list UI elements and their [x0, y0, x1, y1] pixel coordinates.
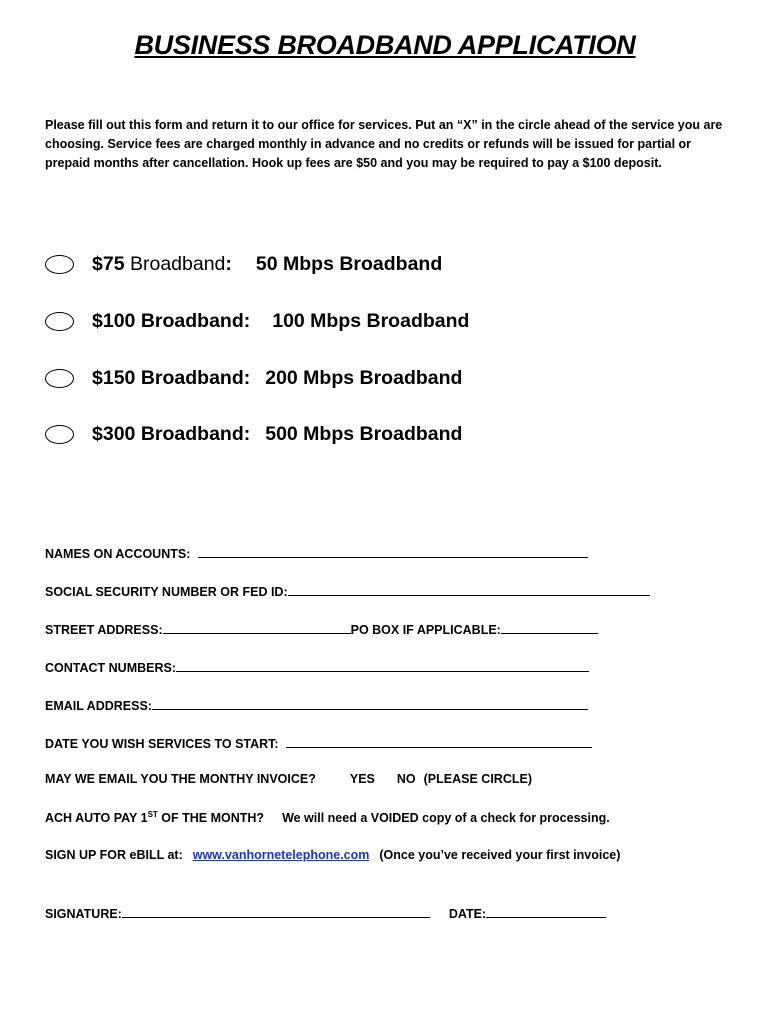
option-speed: 50 Mbps Broadband [255, 252, 443, 275]
pobox-label: PO BOX IF APPLICABLE: [350, 623, 501, 637]
option-word: Broadband [140, 309, 244, 332]
signature-label: SIGNATURE: [45, 907, 122, 921]
option-word: Broadband [140, 422, 244, 445]
street-field-row [45, 621, 598, 637]
pobox-input-line[interactable] [501, 621, 598, 634]
option-300 [45, 419, 462, 449]
start-date-input-line[interactable] [286, 735, 592, 748]
names-field-row [45, 545, 588, 561]
option-price: $300 [92, 422, 136, 445]
ebill-link[interactable]: www.vanhornetelephone.com [192, 848, 370, 862]
option-word: Broadband [140, 366, 244, 389]
option-price: $75 [92, 252, 125, 275]
option-colon: : [243, 366, 251, 389]
option-colon: : [243, 422, 251, 445]
ssn-input-line[interactable] [288, 583, 650, 596]
contact-label: CONTACT NUMBERS: [45, 661, 177, 675]
option-price: $150 [92, 366, 136, 389]
invoice-question: MAY WE EMAIL YOU THE MONTHY INVOICE? [45, 772, 316, 786]
email-field-row [45, 697, 588, 713]
signature-row [45, 905, 606, 921]
signature-input-line[interactable] [122, 905, 430, 918]
yes-option[interactable]: YES [349, 772, 375, 786]
option-150-radio[interactable] [45, 369, 74, 388]
ssn-field-row [45, 583, 650, 599]
ebill-row [45, 848, 620, 862]
names-label: NAMES ON ACCOUNTS: [45, 547, 191, 561]
email-label: EMAIL ADDRESS: [45, 699, 152, 713]
ebill-note: (Once you’ve received your first invoice) [379, 848, 621, 862]
option-75-radio[interactable] [45, 255, 74, 274]
start-date-label: DATE YOU WISH SERVICES TO START: [45, 737, 279, 751]
ach-note: We will need a VOIDED copy of a check for processing. [282, 811, 610, 826]
date-label: DATE: [448, 907, 487, 921]
option-colon: : [225, 252, 232, 275]
ach-row [45, 810, 610, 825]
start-date-field-row [45, 735, 592, 751]
ebill-label: SIGN UP FOR eBILL at: [45, 848, 183, 862]
street-label: STREET ADDRESS: [45, 623, 163, 637]
option-300-radio[interactable] [45, 425, 74, 444]
contact-input-line[interactable] [176, 659, 589, 672]
contact-field-row [45, 659, 589, 675]
no-option[interactable]: NO [396, 772, 416, 786]
option-75 [45, 249, 442, 279]
option-word: Broadband [129, 252, 226, 275]
street-input-line[interactable] [163, 621, 351, 634]
option-price: $100 [92, 309, 136, 332]
option-speed: 500 Mbps Broadband [265, 422, 463, 445]
option-colon: : [243, 309, 251, 332]
ach-label: ACH AUTO PAY 1ST OF THE MONTH? [45, 810, 265, 826]
invoice-question-row [45, 772, 532, 786]
names-input-line[interactable] [198, 545, 588, 558]
ssn-label: SOCIAL SECURITY NUMBER OR FED ID: [45, 585, 288, 599]
option-100 [45, 306, 469, 336]
option-100-radio[interactable] [45, 312, 74, 331]
option-speed: 200 Mbps Broadband [265, 366, 463, 389]
option-150 [45, 363, 462, 393]
date-input-line[interactable] [486, 905, 606, 918]
please-circle-note: (PLEASE CIRCLE) [423, 772, 532, 786]
intro-paragraph: Please fill out this form and return it to our office for services. Put an “X” in the circle ahead of the service you are choosing. Service fees are charged monthly in advance and no credits or refunds will be issued for partial or prepaid months after cancellation. Hook up fees are $50 and you may be required to pay a $100 deposit. [45, 118, 723, 170]
option-speed: 100 Mbps Broadband [272, 309, 470, 332]
page-title: BUSINESS BROADBAND APPLICATION [134, 30, 636, 60]
email-input-line[interactable] [152, 697, 588, 710]
